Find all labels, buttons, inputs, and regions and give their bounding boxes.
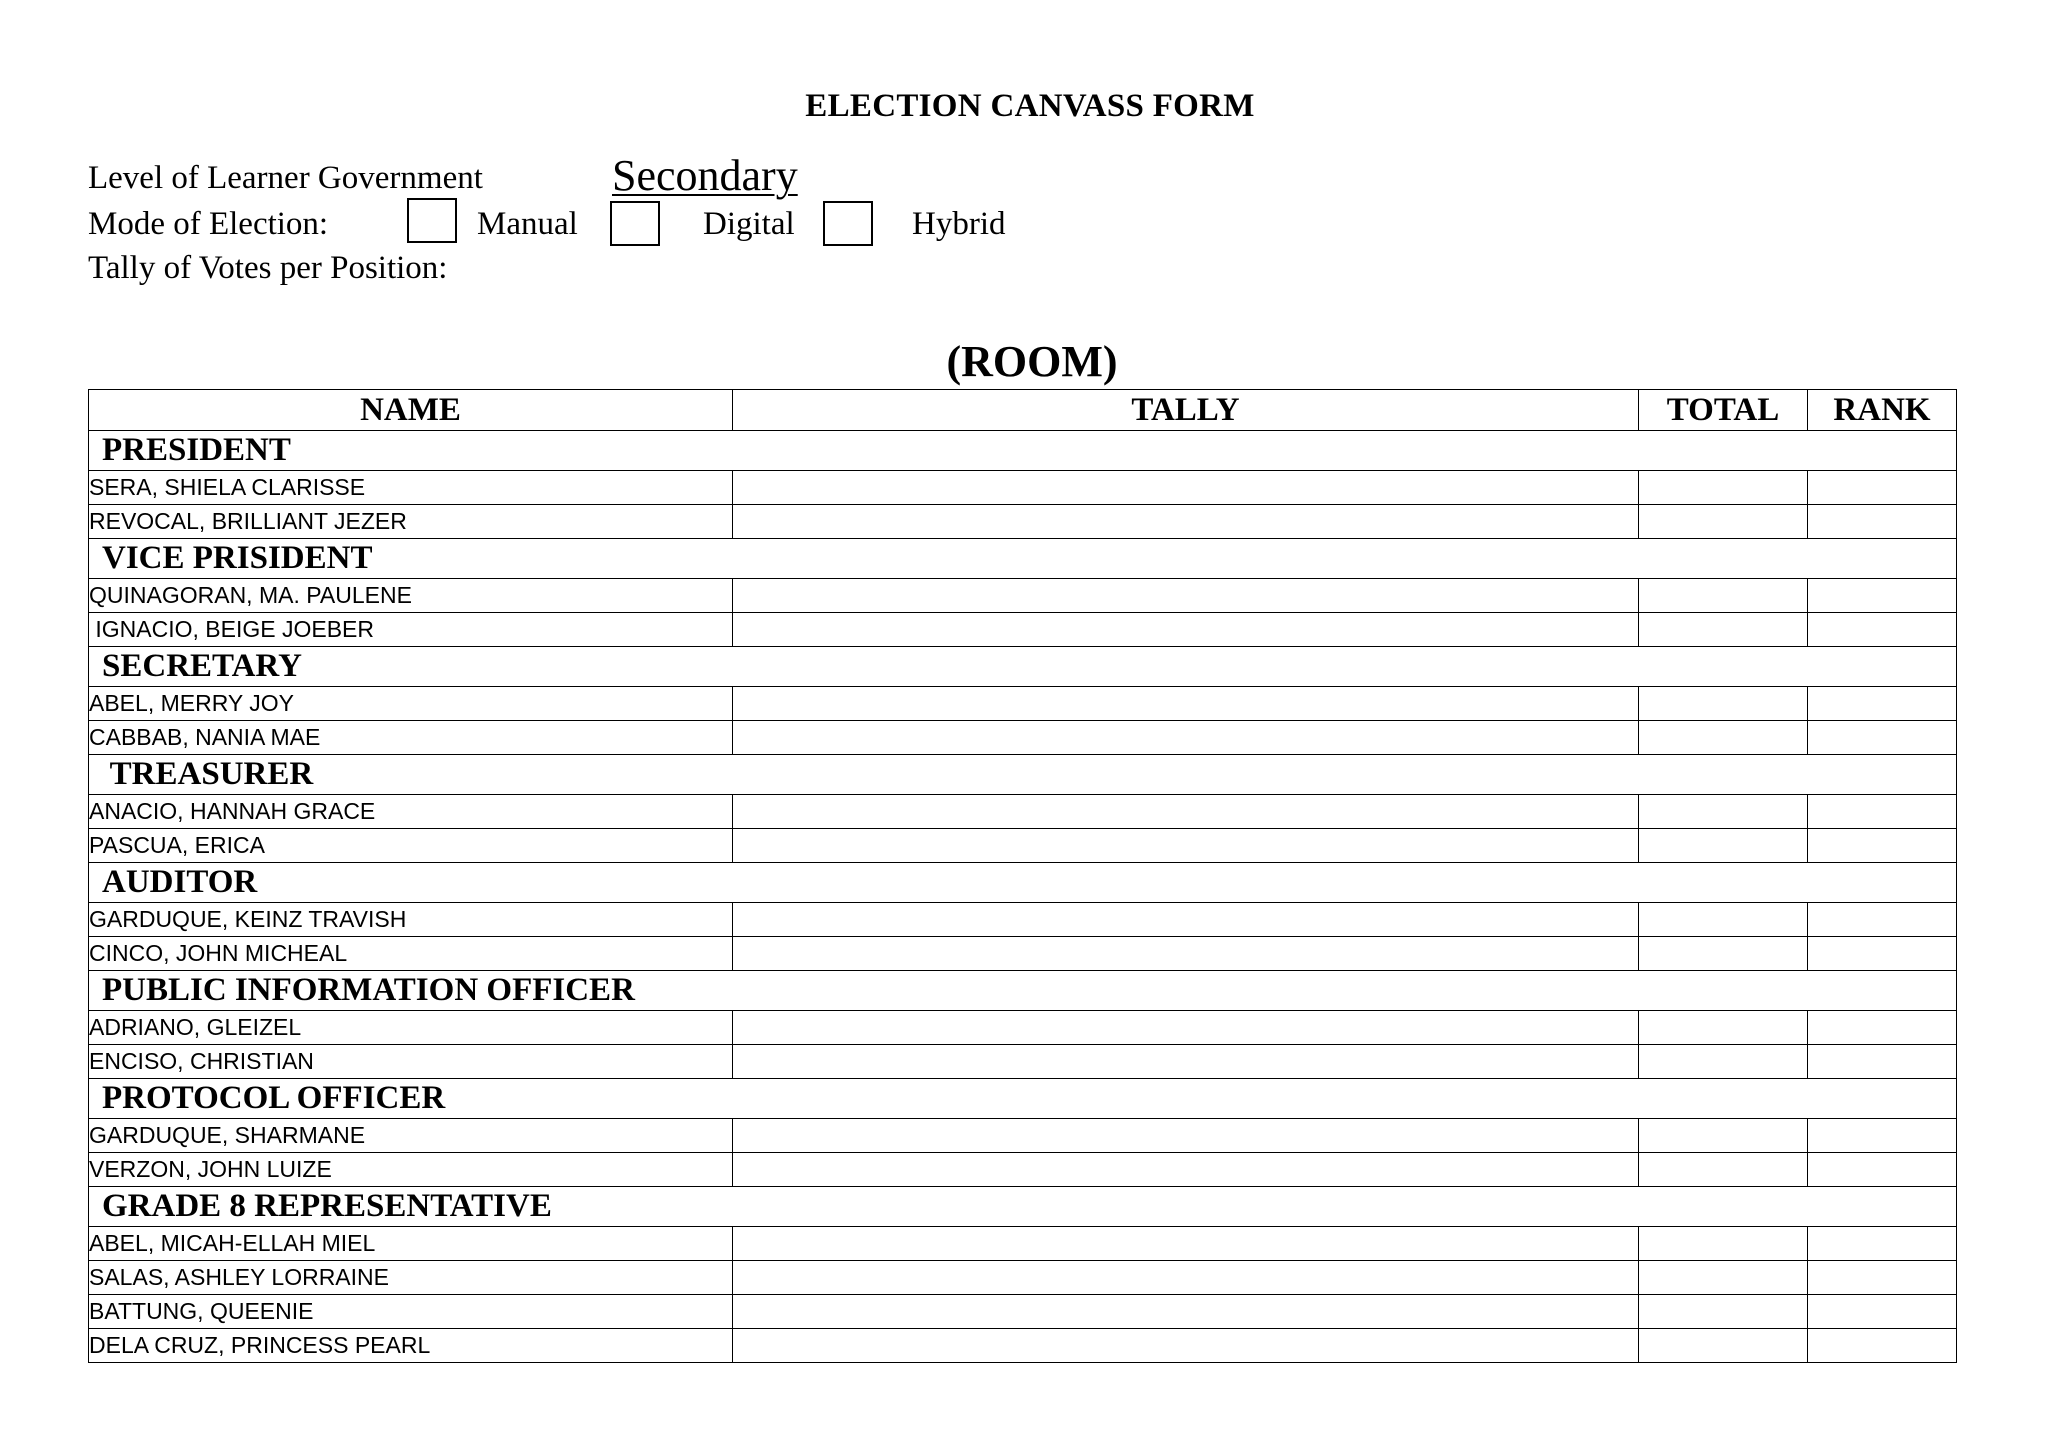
candidate-row: [89, 937, 1957, 971]
total-cell[interactable]: [1639, 1119, 1808, 1153]
digital-option-label: Digital: [703, 206, 795, 242]
tally-label: Tally of Votes per Position:: [88, 250, 448, 286]
rank-cell[interactable]: [1808, 471, 1957, 505]
total-header: TOTAL: [1639, 390, 1808, 431]
candidate-row: [89, 687, 1957, 721]
tally-cell[interactable]: [733, 1153, 1639, 1187]
position-title: SECRETARY: [89, 647, 1957, 687]
candidate-name: VERZON, JOHN LUIZE: [89, 1153, 733, 1187]
rank-cell[interactable]: [1808, 903, 1957, 937]
total-cell[interactable]: [1639, 937, 1808, 971]
tally-cell[interactable]: [733, 1227, 1639, 1261]
total-cell[interactable]: [1639, 471, 1808, 505]
tally-cell[interactable]: [733, 687, 1639, 721]
rank-cell[interactable]: [1808, 1227, 1957, 1261]
candidate-row: [89, 1119, 1957, 1153]
total-cell[interactable]: [1639, 1011, 1808, 1045]
tally-cell[interactable]: [733, 505, 1639, 539]
position-title: PRESIDENT: [89, 431, 1957, 471]
tally-cell[interactable]: [733, 903, 1639, 937]
tally-header: TALLY: [733, 390, 1639, 431]
position-row: [89, 863, 1957, 903]
tally-cell[interactable]: [733, 829, 1639, 863]
rank-cell[interactable]: [1808, 1011, 1957, 1045]
total-cell[interactable]: [1639, 505, 1808, 539]
candidate-name: REVOCAL, BRILLIANT JEZER: [89, 505, 733, 539]
candidate-name: GARDUQUE, SHARMANE: [89, 1119, 733, 1153]
candidate-name: SERA, SHIELA CLARISSE: [89, 471, 733, 505]
tally-cell[interactable]: [733, 1045, 1639, 1079]
tally-cell[interactable]: [733, 1295, 1639, 1329]
candidate-row: [89, 903, 1957, 937]
tally-cell[interactable]: [733, 937, 1639, 971]
tally-cell[interactable]: [733, 471, 1639, 505]
candidate-name: ADRIANO, GLEIZEL: [89, 1011, 733, 1045]
total-cell[interactable]: [1639, 1153, 1808, 1187]
candidate-name: GARDUQUE, KEINZ TRAVISH: [89, 903, 733, 937]
rank-cell[interactable]: [1808, 1295, 1957, 1329]
total-cell[interactable]: [1639, 795, 1808, 829]
candidate-row: [89, 579, 1957, 613]
candidate-name: QUINAGORAN, MA. PAULENE: [89, 579, 733, 613]
rank-cell[interactable]: [1808, 721, 1957, 755]
hybrid-checkbox[interactable]: [823, 201, 873, 246]
position-title: AUDITOR: [89, 863, 1957, 903]
position-title: TREASURER: [89, 755, 1957, 795]
candidate-name: SALAS, ASHLEY LORRAINE: [89, 1261, 733, 1295]
candidate-name: ABEL, MICAH-ELLAH MIEL: [89, 1227, 733, 1261]
rank-cell[interactable]: [1808, 613, 1957, 647]
level-value: Secondary: [612, 151, 798, 200]
rank-cell[interactable]: [1808, 1153, 1957, 1187]
candidate-name: BATTUNG, QUEENIE: [89, 1295, 733, 1329]
candidate-name: CABBAB, NANIA MAE: [89, 721, 733, 755]
candidate-row: [89, 505, 1957, 539]
position-row: [89, 971, 1957, 1011]
room-label: (ROOM): [946, 337, 1118, 386]
candidate-name: CINCO, JOHN MICHEAL: [89, 937, 733, 971]
manual-option-label: Manual: [477, 206, 578, 242]
manual-checkbox[interactable]: [407, 198, 457, 243]
mode-label: Mode of Election:: [88, 206, 329, 242]
canvass-table: [88, 389, 1957, 1363]
rank-cell[interactable]: [1808, 795, 1957, 829]
position-title: PROTOCOL OFFICER: [89, 1079, 1957, 1119]
tally-cell[interactable]: [733, 613, 1639, 647]
total-cell[interactable]: [1639, 613, 1808, 647]
rank-cell[interactable]: [1808, 1329, 1957, 1363]
candidate-row: [89, 613, 1957, 647]
rank-cell[interactable]: [1808, 829, 1957, 863]
rank-cell[interactable]: [1808, 1119, 1957, 1153]
position-row: [89, 431, 1957, 471]
form-title: ELECTION CANVASS FORM: [805, 88, 1255, 124]
total-cell[interactable]: [1639, 1227, 1808, 1261]
hybrid-option-label: Hybrid: [912, 206, 1006, 242]
tally-cell[interactable]: [733, 1261, 1639, 1295]
level-label: Level of Learner Government: [88, 160, 483, 196]
tally-cell[interactable]: [733, 1329, 1639, 1363]
position-row: [89, 1187, 1957, 1227]
candidate-row: [89, 471, 1957, 505]
candidate-name: DELA CRUZ, PRINCESS PEARL: [89, 1329, 733, 1363]
total-cell[interactable]: [1639, 1045, 1808, 1079]
tally-cell[interactable]: [733, 1011, 1639, 1045]
candidate-name: PASCUA, ERICA: [89, 829, 733, 863]
rank-cell[interactable]: [1808, 505, 1957, 539]
position-row: [89, 647, 1957, 687]
position-row: [89, 755, 1957, 795]
candidate-name: IGNACIO, BEIGE JOEBER: [89, 613, 733, 647]
position-row: [89, 539, 1957, 579]
candidate-row: [89, 1329, 1957, 1363]
position-title: GRADE 8 REPRESENTATIVE: [89, 1187, 1957, 1227]
rank-cell[interactable]: [1808, 687, 1957, 721]
candidate-name: ABEL, MERRY JOY: [89, 687, 733, 721]
candidate-row: [89, 1153, 1957, 1187]
rank-cell[interactable]: [1808, 579, 1957, 613]
digital-checkbox[interactable]: [610, 201, 660, 246]
rank-cell[interactable]: [1808, 1261, 1957, 1295]
rank-header: RANK: [1808, 390, 1957, 431]
candidate-row: [89, 1295, 1957, 1329]
rank-cell[interactable]: [1808, 937, 1957, 971]
candidate-row: [89, 1045, 1957, 1079]
candidate-row: [89, 721, 1957, 755]
canvass-body: [89, 431, 1957, 1363]
candidate-name: ENCISO, CHRISTIAN: [89, 1045, 733, 1079]
tally-cell[interactable]: [733, 1119, 1639, 1153]
total-cell[interactable]: [1639, 579, 1808, 613]
total-cell[interactable]: [1639, 1295, 1808, 1329]
total-cell[interactable]: [1639, 1329, 1808, 1363]
position-row: [89, 1079, 1957, 1119]
candidate-row: [89, 829, 1957, 863]
candidate-row: [89, 795, 1957, 829]
header-row: [89, 390, 1957, 431]
total-cell[interactable]: [1639, 903, 1808, 937]
candidate-name: ANACIO, HANNAH GRACE: [89, 795, 733, 829]
position-title: VICE PRISIDENT: [89, 539, 1957, 579]
tally-cell[interactable]: [733, 721, 1639, 755]
total-cell[interactable]: [1639, 1261, 1808, 1295]
rank-cell[interactable]: [1808, 1045, 1957, 1079]
candidate-row: [89, 1227, 1957, 1261]
position-title: PUBLIC INFORMATION OFFICER: [89, 971, 1957, 1011]
tally-cell[interactable]: [733, 795, 1639, 829]
name-header: NAME: [89, 390, 733, 431]
total-cell[interactable]: [1639, 687, 1808, 721]
candidate-row: [89, 1261, 1957, 1295]
tally-cell[interactable]: [733, 579, 1639, 613]
total-cell[interactable]: [1639, 829, 1808, 863]
total-cell[interactable]: [1639, 721, 1808, 755]
candidate-row: [89, 1011, 1957, 1045]
